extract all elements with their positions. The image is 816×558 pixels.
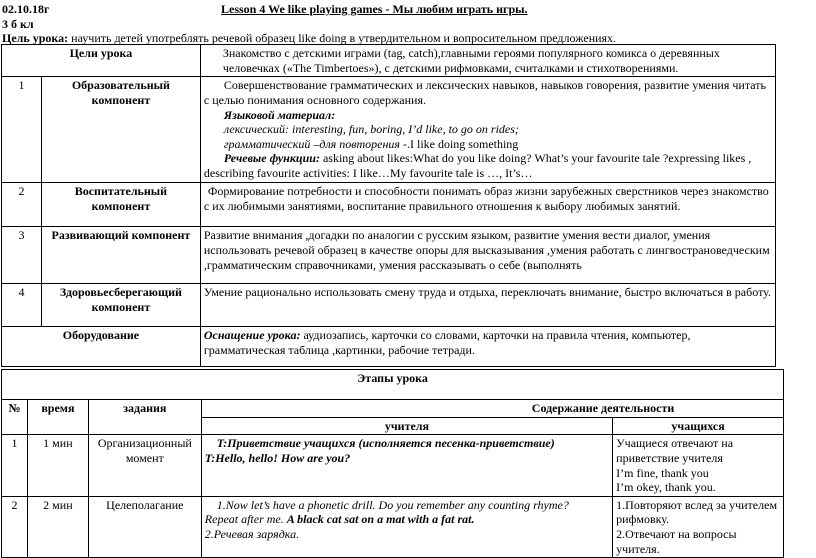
grammar-text: .I like doing something xyxy=(406,136,519,151)
speech-functions-text: asking about likes:What do you like doing? What’s your favourite tale ?expressing likes , describing favourite activities: I like…My favourite tale is …, It’s… xyxy=(203,151,752,180)
teacher-line: 2.Речевая зарядка. xyxy=(204,527,300,541)
stage-task: Организационный момент xyxy=(88,435,201,497)
goal-label: Цель урока: xyxy=(2,31,69,45)
goal-num: 2 xyxy=(2,183,42,227)
col-content: Содержание деятельности xyxy=(201,400,783,418)
goal-row xyxy=(2,183,776,227)
teacher-line: T:Приветствие учащихся (исполняется песенка-приветствие) xyxy=(216,436,555,451)
equipment-list: аудиозапись, карточки со словами, карточки на правила чтения, компьютер, грамматическая таблица ,картинки, рабочие тетради. xyxy=(203,328,691,357)
student-line: Учащиеся отвечают на приветствие учителя xyxy=(616,436,734,465)
col-task: задания xyxy=(88,400,201,435)
stage-num: 2 xyxy=(2,496,28,558)
goal-text: Умение рационально использовать смену труда и отдыха, переключать внимание, быстро включаться в работу. xyxy=(200,284,775,327)
goal-row xyxy=(2,77,776,183)
stages-title: Этапы урока xyxy=(2,370,784,400)
goal-main-text: Совершенствование грамматических и лексических навыков, навыков говорения, развитие умения читать с целью понимания основного содержания. xyxy=(203,78,766,107)
stage-task: Целеполагание xyxy=(88,496,201,558)
goal-row xyxy=(2,284,776,327)
col-students: учащихся xyxy=(613,417,784,435)
goal-text: научить детей употреблять речевой образец like doing в утвердительном и вопросительном предложениях. xyxy=(68,31,617,45)
stages-title-row xyxy=(2,370,784,400)
teacher-line: Repeat after me. xyxy=(204,512,287,527)
goal-component: Образовательный компонент xyxy=(41,77,200,183)
teacher-line: 1.Now let’s have a phonetic drill. Do you remember any counting rhyme? xyxy=(216,497,569,512)
goal-component: Воспитательный компонент xyxy=(41,183,200,227)
equipment-label: Оборудование xyxy=(2,327,201,367)
stage-time: 2 мин xyxy=(27,496,88,558)
col-time: время xyxy=(27,400,88,435)
lexical-material: лексический: interesting, fun, boring, I’d like, to go on rides; xyxy=(223,122,519,137)
goal-text: Развитие внимания ,догадки по аналогии с русским языком, развитие умения вести диалог, умения использовать речевой образец в качестве опоры для высказывания ,умения работать с лингвострановедческим ,грамматическим справочниками, умения рассказывать о себе (выполнять xyxy=(200,227,775,284)
student-line: I’m fine, thank you xyxy=(616,465,709,480)
student-line: 2.Отвечают на вопросы учителя. xyxy=(616,527,737,556)
lesson-date: 02.10.18г xyxy=(2,2,50,16)
goal-text: Формирование потребности и способности понимать образ жизни зарубежных сверстников через знакомство с их любимыми занятиями, воспитание правильного отношения к выбору любимых занятий. xyxy=(200,183,775,227)
student-line: 1.Повторяют вслед за учителем рифмовку. xyxy=(616,497,778,527)
grammar-label: грамматический –для повторения - xyxy=(223,136,407,151)
student-line: I’m okey, thank you. xyxy=(616,480,716,495)
goal-row xyxy=(2,227,776,284)
goals-table xyxy=(1,44,776,367)
teacher-line: T:Hello, hello! How are you? xyxy=(204,450,351,465)
goals-head-label: Цели урока xyxy=(2,45,201,77)
stage-row xyxy=(2,496,784,558)
class-label: 3 б кл xyxy=(2,17,34,31)
language-material-label: Языковой материал: xyxy=(223,107,336,122)
stage-teacher xyxy=(201,435,612,497)
col-num: № xyxy=(2,400,28,435)
col-teacher: учителя xyxy=(201,417,612,435)
stage-row xyxy=(2,435,784,497)
goal-num: 4 xyxy=(2,284,42,327)
stage-time: 1 мин xyxy=(27,435,88,497)
rhyme-text: A black cat sat on a mat with a fat rat. xyxy=(286,512,475,527)
goals-head-text: Знакомство с детскими играми (tag, catch),главными героями популярного комикса о деревянных человечках («The Timbertoes»), с детскими рифмовками, считалками и стихотворениями. xyxy=(200,45,775,77)
equipment-lead: Оснащение урока: xyxy=(203,328,301,343)
stage-num: 1 xyxy=(2,435,28,497)
stage-students xyxy=(613,435,784,497)
goal-text xyxy=(200,77,775,183)
goals-head-row xyxy=(2,45,776,77)
stage-teacher xyxy=(201,496,612,558)
stages-table xyxy=(1,369,784,558)
equipment-row xyxy=(2,327,776,367)
stages-head-row xyxy=(2,400,784,418)
stage-students xyxy=(613,496,784,558)
speech-functions-label: Речевые функции: xyxy=(223,151,320,166)
goal-num: 3 xyxy=(2,227,42,284)
goal-component: Развивающий компонент xyxy=(41,227,200,284)
equipment-text xyxy=(200,327,775,367)
goal-component: Здоровьесберегающий компонент xyxy=(41,284,200,327)
lesson-title: Lesson 4 We like playing games - Мы любим играть игры. xyxy=(221,2,528,16)
goal-num: 1 xyxy=(2,77,42,183)
